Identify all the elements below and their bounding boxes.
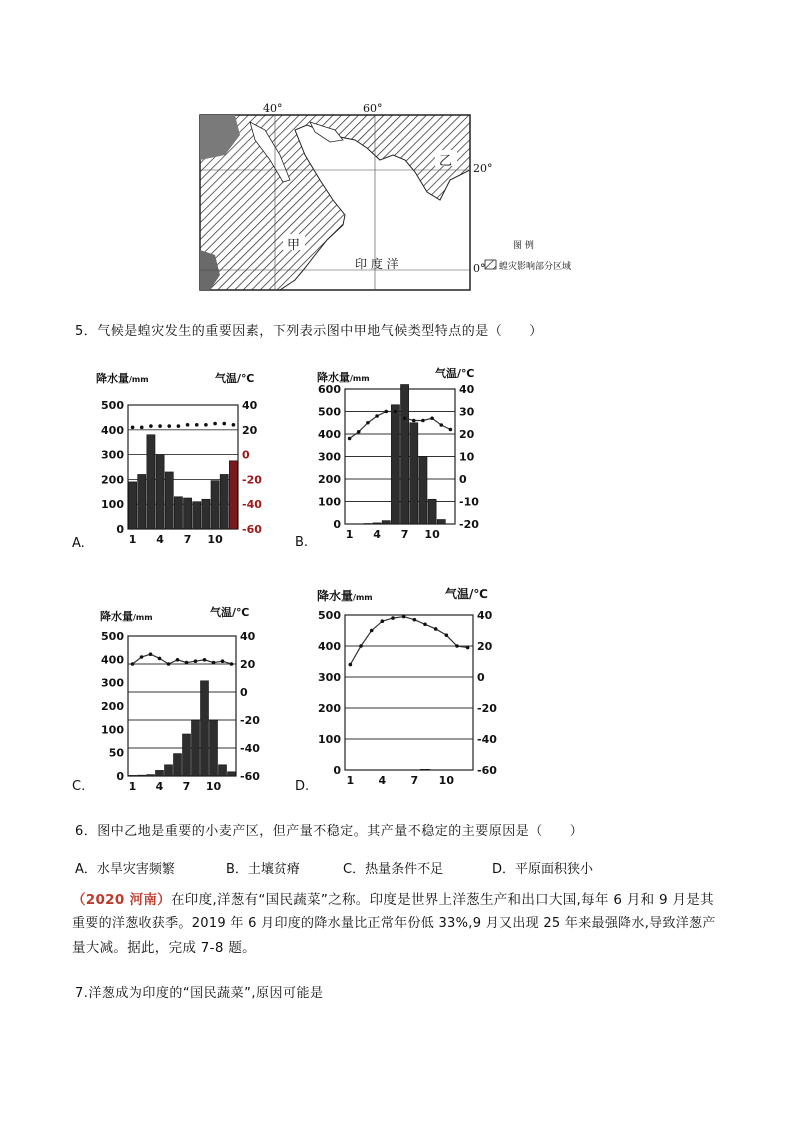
precip-bar-9 [202, 499, 210, 529]
precip-bar-10 [211, 481, 219, 529]
month-tick-1: 1 [346, 774, 355, 785]
precip-tick-0: 0 [116, 523, 124, 536]
precip-tick-200: 200 [318, 702, 341, 715]
precip-tick-400: 400 [101, 423, 124, 437]
temp-tick-40: 40 [477, 609, 493, 622]
question-6: 6．图中乙地是重要的小麦产区，但产量不稳定。其产量不稳定的主要原因是（ ） [75, 824, 584, 839]
passage-line-3: 量大减。据此，完成 7-8 题。 [72, 940, 256, 956]
precip-title: 降水量/mm [317, 371, 370, 384]
q6-option-b: B．土壤贫瘠 [226, 862, 300, 877]
precip-tick-200: 200 [318, 473, 341, 486]
lon-label-40: 40° [263, 102, 283, 115]
precip-tick-100: 100 [101, 723, 124, 737]
temp-tick-10: 10 [459, 450, 475, 464]
temp-point-3 [370, 629, 374, 633]
region-jia-label: 甲 [287, 238, 301, 253]
precip-tick-0: 0 [333, 518, 341, 531]
ocean-label: 印 度 洋 [355, 257, 399, 271]
precip-tick-600: 600 [318, 383, 341, 396]
plot-frame [345, 615, 473, 770]
precip-bar-5 [165, 472, 173, 529]
temp-tick-0: 0 [242, 448, 250, 462]
temp-point-8 [195, 423, 199, 427]
q6-option-c: C．热量条件不足 [343, 862, 444, 877]
temp-tick--10: -10 [459, 495, 479, 509]
precip-tick-0: 0 [333, 764, 341, 777]
temp-point-11 [222, 422, 226, 426]
plot-frame [128, 636, 236, 776]
precip-tick-0: 0 [116, 770, 124, 783]
temp-tick--60: -60 [477, 764, 497, 777]
temp-point-5 [167, 424, 171, 428]
temp-point-4 [375, 414, 379, 418]
question-5: 5．气候是蝗灾发生的重要因素，下列表示图中甲地气候类型特点的是（ ） [75, 324, 543, 339]
temp-point-12 [230, 662, 234, 666]
temp-tick-40: 40 [240, 630, 256, 643]
precip-bar-11 [437, 520, 445, 525]
precip-tick-300: 300 [318, 450, 341, 464]
option-d-label: D. [295, 779, 310, 794]
precip-tick-100: 100 [318, 733, 341, 746]
passage-line-1: （2020 河南）在印度,洋葱有“国民蔬菜”之称。印度是世界上洋葱生产和出口大国,每年 6 月和 9 月是其 [72, 892, 714, 908]
option-b-label: B. [295, 535, 309, 550]
legend-title: 图 例 [513, 241, 534, 251]
temp-tick--20: -20 [459, 518, 479, 531]
month-tick-4: 4 [373, 528, 381, 540]
temp-point-6 [177, 424, 181, 428]
legend-item: 蝗灾影响部分区域 [499, 262, 572, 272]
temp-point-8 [423, 623, 427, 627]
precip-tick-100: 100 [101, 498, 124, 512]
temp-point-5 [384, 410, 388, 414]
month-tick-1: 1 [128, 780, 137, 790]
q6-option-a: A．水旱灾害频繁 [75, 862, 175, 877]
month-tick-4: 4 [156, 533, 164, 545]
temp-point-3 [366, 421, 370, 425]
precip-bar-3 [147, 435, 155, 529]
temp-point-3 [149, 424, 153, 428]
q6-option-d: D．平原面积狭小 [492, 862, 594, 877]
region-yi-label: 乙 [439, 154, 453, 169]
chart-d [295, 585, 515, 795]
precip-bar-1 [129, 775, 137, 776]
temp-tick--60: -60 [242, 523, 262, 536]
temp-line [350, 617, 467, 665]
temp-title: 气温/℃ [435, 367, 475, 380]
chart-c [70, 600, 270, 795]
locust-map [195, 100, 605, 300]
temp-point-7 [403, 416, 407, 420]
precip-bar-8 [192, 720, 200, 776]
precip-bar-7 [401, 385, 409, 525]
temp-point-1 [348, 437, 352, 441]
precip-bar-4 [156, 455, 164, 529]
precip-bar-7 [184, 498, 192, 529]
temp-tick-20: 20 [242, 423, 258, 437]
temp-point-6 [402, 615, 406, 619]
temp-point-9 [434, 627, 438, 631]
month-tick-7: 7 [183, 533, 192, 545]
month-tick-4: 4 [378, 774, 387, 785]
precip-bar-1 [129, 482, 137, 529]
temp-title: 气温/℃ [210, 606, 250, 619]
precip-tick-200: 200 [101, 700, 124, 713]
month-tick-10: 10 [207, 533, 223, 545]
precip-tick-500: 500 [318, 405, 341, 419]
month-tick-7: 7 [182, 780, 191, 790]
temp-point-4 [381, 619, 385, 623]
temp-point-10 [212, 661, 216, 665]
precip-tick-300: 300 [318, 671, 341, 684]
precip-tick-400: 400 [318, 428, 341, 441]
precip-bar-3 [147, 775, 155, 776]
temp-line [133, 424, 234, 428]
temp-point-10 [430, 416, 434, 420]
precip-tick-400: 400 [101, 653, 124, 667]
precip-bar-4 [373, 523, 381, 524]
month-tick-1: 1 [128, 533, 137, 545]
precip-bar-6 [174, 754, 182, 776]
temp-point-8 [412, 419, 416, 423]
precip-title: 降水量/mm [100, 610, 153, 623]
temp-tick--40: -40 [240, 742, 260, 755]
month-tick-1: 1 [345, 528, 354, 540]
precip-tick-400: 400 [318, 640, 341, 653]
temp-point-1 [349, 663, 353, 667]
temp-point-6 [176, 658, 180, 662]
temp-point-11 [455, 644, 459, 648]
precip-bar-9 [419, 457, 427, 525]
precip-bar-11 [219, 765, 227, 776]
temp-point-1 [131, 426, 135, 430]
temp-point-9 [421, 419, 425, 423]
precip-bar-6 [174, 497, 182, 529]
temp-tick-40: 40 [459, 383, 475, 396]
temp-point-4 [158, 424, 162, 428]
precip-bar-5 [165, 765, 173, 776]
precip-bar-11 [220, 474, 228, 529]
temp-tick-20: 20 [459, 428, 475, 441]
month-tick-10: 10 [424, 528, 440, 540]
lat-label-0: 0° [473, 262, 486, 275]
precip-tick-500: 500 [101, 399, 124, 412]
passage [72, 888, 732, 960]
temp-point-2 [357, 430, 361, 434]
temp-point-8 [194, 659, 198, 663]
temp-tick-0: 0 [459, 473, 467, 486]
temp-point-7 [186, 423, 190, 427]
temp-point-4 [158, 657, 162, 661]
temp-tick--60: -60 [240, 770, 260, 783]
precip-bar-6 [391, 405, 399, 524]
precip-tick-50: 50 [108, 746, 124, 760]
temp-tick-0: 0 [240, 686, 248, 699]
temp-point-2 [140, 655, 144, 659]
passage-line-2: 重要的洋葱收获季。2019 年 6 月印度的降水量比正常年份低 33%,9 月又出现 25 年来最强降水,导致洋葱产 [72, 916, 716, 931]
precip-bar-2 [138, 474, 146, 529]
temp-tick--20: -20 [477, 702, 497, 715]
temp-tick-0: 0 [477, 671, 485, 684]
precip-tick-200: 200 [101, 473, 124, 487]
option-c-label: C. [72, 779, 86, 794]
month-tick-10: 10 [438, 774, 454, 785]
precip-bar-5 [382, 521, 390, 524]
precip-tick-100: 100 [318, 495, 341, 509]
precip-bar-10 [428, 499, 436, 524]
temp-tick-30: 30 [459, 405, 475, 419]
month-tick-4: 4 [155, 780, 164, 790]
precip-tick-300: 300 [101, 448, 124, 462]
temp-tick-20: 20 [477, 640, 493, 653]
temp-point-9 [203, 658, 207, 662]
chart-a [70, 370, 270, 555]
precip-bar-4 [156, 770, 164, 776]
precip-bar-12 [229, 461, 237, 529]
temp-point-2 [359, 644, 363, 648]
chart-b [295, 365, 495, 555]
temp-point-12 [466, 646, 470, 650]
precip-tick-500: 500 [101, 630, 124, 643]
temp-point-6 [394, 410, 398, 414]
precip-bar-8 [410, 423, 418, 524]
precip-tick-500: 500 [318, 609, 341, 622]
lat-label-20: 20° [473, 162, 493, 175]
temp-tick--40: -40 [477, 733, 497, 746]
temp-point-3 [149, 652, 153, 656]
temp-tick--20: -20 [240, 714, 260, 727]
temp-point-2 [140, 426, 144, 430]
precip-bar-12 [228, 772, 236, 776]
temp-point-5 [167, 662, 171, 666]
temp-point-12 [232, 423, 236, 427]
temp-point-12 [449, 428, 453, 432]
temp-point-1 [131, 662, 135, 666]
question-7: 7.洋葱成为印度的“国民蔬菜”,原因可能是 [75, 986, 324, 1001]
month-tick-7: 7 [400, 528, 409, 540]
precip-title: 降水量/mm [96, 372, 149, 385]
temp-point-10 [445, 633, 449, 637]
precip-tick-300: 300 [101, 676, 124, 690]
temp-tick--40: -40 [242, 498, 262, 512]
temp-tick-20: 20 [240, 658, 256, 671]
temp-point-11 [221, 659, 225, 663]
precip-bar-8 [193, 502, 201, 529]
precip-bar-7 [183, 734, 191, 776]
month-tick-10: 10 [205, 780, 222, 790]
source-tag: （2020 河南） [72, 892, 171, 908]
precip-bar-8 [420, 769, 430, 770]
temp-point-11 [439, 423, 443, 427]
temp-point-7 [413, 618, 417, 622]
temp-point-10 [213, 422, 217, 426]
temp-line [133, 654, 232, 664]
lon-label-60: 60° [363, 102, 383, 115]
option-a-label: A. [72, 536, 85, 551]
temp-title: 气温/℃ [445, 587, 488, 601]
temp-point-7 [185, 661, 189, 665]
temp-line [350, 412, 451, 439]
temp-point-9 [204, 423, 208, 427]
precip-bar-2 [138, 775, 146, 776]
precip-title: 降水量/mm [317, 589, 373, 603]
temp-title: 气温/℃ [215, 372, 255, 385]
temp-tick--20: -20 [242, 473, 262, 487]
month-tick-7: 7 [410, 774, 419, 785]
precip-bar-9 [201, 681, 209, 776]
temp-point-5 [391, 616, 395, 620]
precip-bar-10 [210, 720, 218, 776]
temp-tick-40: 40 [242, 399, 258, 412]
